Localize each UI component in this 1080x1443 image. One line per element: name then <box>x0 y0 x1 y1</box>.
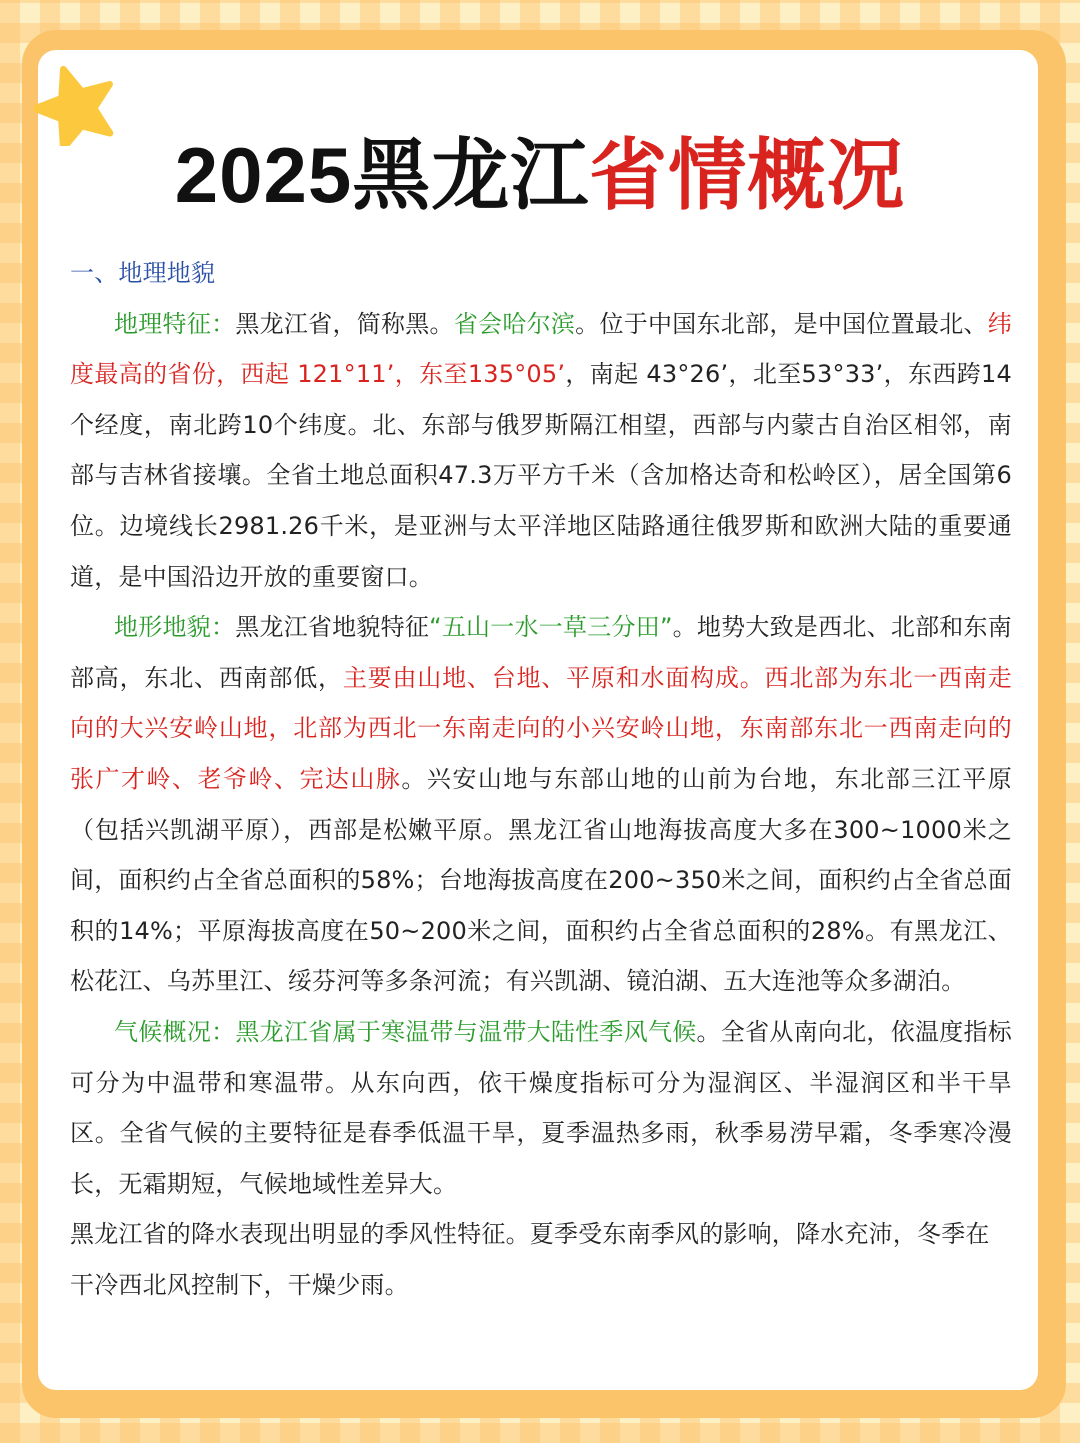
terrain-label: 地形地貌： <box>114 613 236 642</box>
terrain-text-3: 。地势大致是西北、北部和东南部高，东北、西南部低， <box>70 613 1012 692</box>
climate-paragraph <box>70 1007 1012 1209</box>
terrain-paragraph <box>70 602 1012 1007</box>
geo-text-1: 黑龙江省，简称黑。 <box>235 309 454 338</box>
article-body <box>70 248 1012 1310</box>
terrain-slogan: “五山一水一草三分田” <box>429 613 673 642</box>
geography-paragraph <box>70 299 1012 603</box>
geo-capital: 省会哈尔滨 <box>453 309 576 338</box>
climate-label: 气候概况： <box>114 1017 236 1046</box>
terrain-text-1: 黑龙江省地貌特征 <box>235 613 430 642</box>
precipitation-paragraph: 黑龙江省的降水表现出明显的季风性特征。夏季受东南季风的影响，降水充沛，冬季在干冷西北风控制下，干燥少雨。 <box>70 1220 990 1299</box>
geography-label: 地理特征： <box>114 309 236 338</box>
title-black: 2025黑龙江 <box>174 131 590 219</box>
title-red: 省情概况 <box>589 131 906 219</box>
geo-text-5: ，南起 43°26’，北至53°33’，东西跨14个经度，南北跨10个纬度。北、东部与俄罗斯隔江相望，西部与内蒙古自治区相邻，南部与吉林省接壤。全省土地总面积47.3万平方千米（含加格达奇和松岭区），居全国第6位。边境线长2981.26千米，是亚洲与太平洋地区陆路通往俄罗斯和欧洲大陆的重要通道，是中国沿边开放的重要窗口。 <box>70 360 1012 591</box>
climate-text-2: 。全省从南向北，依温度指标可分为中温带和寒温带。从东向西，依干燥度指标可分为湿润区、半湿润区和半干旱区。全省气候的主要特征是春季低温干旱，夏季温热多雨，秋季易涝早霜，冬季寒冷漫长，无霜期短，气候地域性差异大。 <box>70 1017 1012 1198</box>
geo-text-3: 。位于中国东北部，是中国位置最北、 <box>575 309 988 338</box>
geo-latitude-highlight: 纬度最高的省份，西起 121°11’，东至135°05’ <box>70 309 1012 389</box>
page-title <box>0 120 1080 230</box>
terrain-text-5: 。兴安山地与东部山地的山前为台地，东北部三江平原（包括兴凯湖平原），西部是松嫩平原。黑龙江省山地海拔高度大多在300~1000米之间，面积约占全省总面积的58%；台地海拔高度在200~350米之间，面积约占全省总面积的14%；平原海拔高度在50~200米之间，面积约占全省总面积的28%。有黑龙江、松花江、乌苏里江、绥芬河等多条河流；有兴凯湖、镜泊湖、五大连池等众多湖泊。 <box>70 764 1012 996</box>
terrain-mountains-highlight: 主要由山地、台地、平原和水面构成。西北部为东北一西南走向的大兴安岭山地，北部为西北一东南走向的小兴安岭山地，东南部东北一西南走向的张广才岭、老爷岭、完达山脉 <box>70 663 1012 793</box>
section-heading: 一、地理地貌 <box>70 259 216 287</box>
climate-type: 黑龙江省属于寒温带与温带大陆性季风气候 <box>235 1017 697 1046</box>
